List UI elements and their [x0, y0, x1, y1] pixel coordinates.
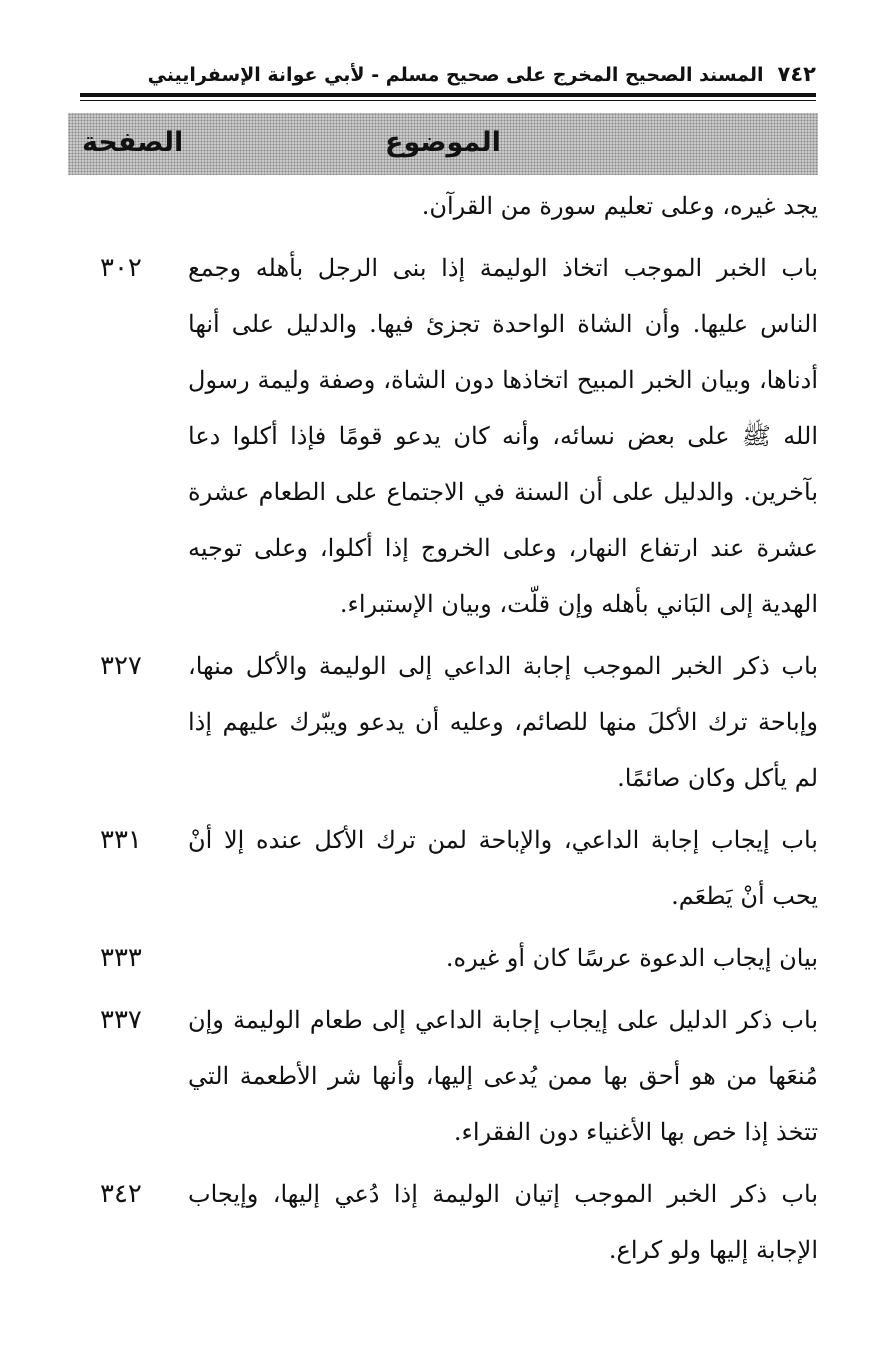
entry-text: يجد غيره، وعلى تعليم سورة من القرآن.: [421, 192, 818, 220]
column-header-bar: [68, 113, 818, 175]
topic-column-label: الموضوع: [385, 127, 501, 158]
toc-entry: [100, 638, 818, 806]
entry-text: باب الخبر الموجب اتخاذ الوليمة إذا بنى الرجل بأهله وجمع الناس عليها. وأن الشاة الواحدة تجزئ فيها. والدليل على أنها أدناها، وبيان الخبر المبيح اتخاذها دون الشاة، وصفة وليمة رسول الله ﷺ على بعض نسائه، وأنه كان يدعو قومًا فإذا أكلوا دعا بآخرين. والدليل على أن السنة في الاجتماع على الطعام عشرة عشرة عند ارتفاع النهار، وعلى الخروج إذا أكلوا، وعلى توجيه الهدية إلى البَاني بأهله وإن قلّت، وبيان الإستبراء.: [188, 254, 818, 618]
entry-page-number: ٣٣١: [100, 825, 142, 855]
entry-text: باب ذكر الخبر الموجب إتيان الوليمة إذا دُعي إليها، وإيجاب الإجابة إليها ولو كراع.: [188, 1180, 818, 1264]
entry-text: باب إيجاب إجابة الداعي، والإباحة لمن ترك الأكل عنده إلا أنْ يحب أنْ يَطعَم.: [188, 826, 818, 910]
entry-page-number: ٣٤٢: [100, 1179, 142, 1209]
book-title: المسند الصحيح المخرج على صحيح مسلم - لأبي عوانة الإسفراييني: [147, 64, 764, 86]
toc-entry: [100, 930, 818, 986]
page-number: ٧٤٢: [777, 62, 816, 86]
header-rule-thin: [80, 100, 816, 101]
entry-page-number: ٣٣٧: [100, 1005, 142, 1035]
entry-page-number: ٣٣٣: [100, 943, 142, 973]
page-column-label: الصفحة: [82, 127, 184, 158]
toc-entry: [100, 178, 818, 234]
entry-text: باب ذكر الخبر الموجب إجابة الداعي إلى الوليمة والأكل منها، وإباحة ترك الأكلَ منها للصائم، وعليه أن يدعو ويبّرك عليهم إذا لم يأكل وكان صائمًا.: [188, 652, 818, 792]
running-header: [80, 58, 816, 90]
entry-page-number: ٣٠٢: [100, 253, 142, 283]
toc-entry: [100, 1166, 818, 1278]
table-of-contents: [100, 178, 818, 1284]
header-rule: [80, 93, 816, 97]
toc-entry: [100, 812, 818, 924]
entry-text: باب ذكر الدليل على إيجاب إجابة الداعي إلى طعام الوليمة وإن مُنعَها من هو أحق بها ممن يُدعى إليها، وأنها شر الأطعمة التي تتخذ إذا خص بها الأغنياء دون الفقراء.: [188, 1006, 818, 1146]
toc-entry: [100, 992, 818, 1160]
entry-page-number: ٣٢٧: [100, 651, 142, 681]
entry-text: بيان إيجاب الدعوة عرسًا كان أو غيره.: [445, 944, 818, 972]
toc-entry: [100, 240, 818, 632]
